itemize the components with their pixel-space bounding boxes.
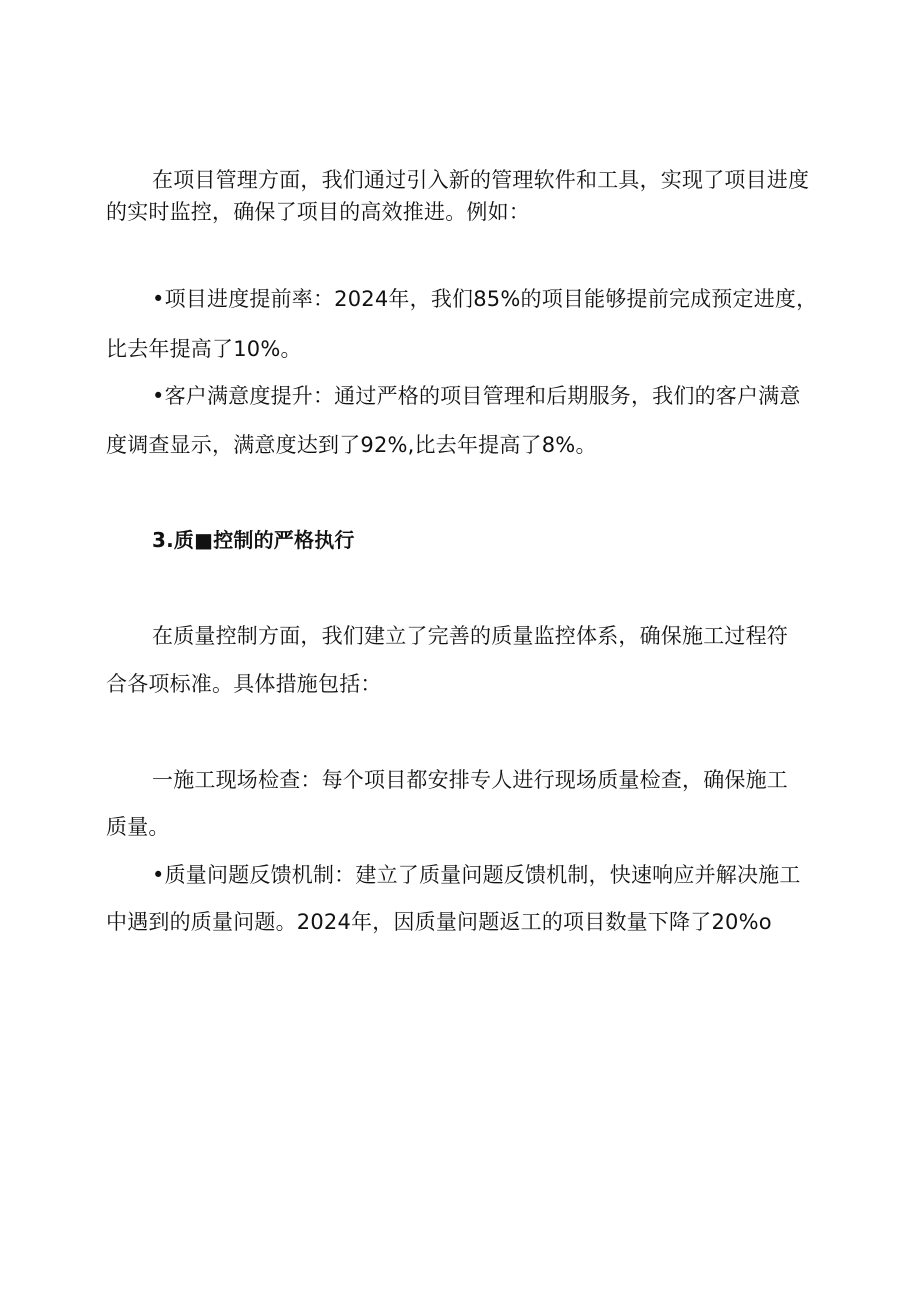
bullet-schedule-advance-line1: •项目进度提前率：2024年，我们85%的项目能够提前完成预定进度， — [152, 287, 818, 311]
bullet-site-inspection-line1: 一施工现场检查：每个项目都安排专人进行现场质量检查，确保施工 — [152, 768, 788, 792]
bullet-customer-satisfaction-line2: 度调查显示，满意度达到了92%,比去年提高了8%。 — [106, 433, 597, 457]
bullet-customer-satisfaction-line1: •客户满意度提升：通过严格的项目管理和后期服务，我们的客户满意 — [152, 384, 801, 408]
paragraph-quality-control-line2: 合各项标准。具体措施包括： — [106, 672, 382, 696]
section-heading: 3.质■控制的严格执行 — [152, 528, 355, 552]
paragraph-quality-control-line1: 在质量控制方面，我们建立了完善的质量监控体系，确保施工过程符 — [152, 624, 788, 648]
paragraph-project-management-line1: 在项目管理方面，我们通过引入新的管理软件和工具，实现了项目进度 — [152, 168, 810, 192]
bullet-feedback-mechanism-line1: •质量问题反馈机制：建立了质量问题反馈机制，快速响应并解决施工 — [152, 863, 801, 887]
paragraph-project-management-line2: 的实时监控，确保了项目的高效推进。例如： — [106, 200, 530, 224]
bullet-feedback-mechanism-line2: 中遇到的质量问题。2024年，因质量问题返工的项目数量下降了20%o — [106, 910, 772, 934]
bullet-schedule-advance-line2: 比去年提高了10%。 — [106, 337, 302, 361]
bullet-site-inspection-line2: 质量。 — [106, 815, 170, 839]
